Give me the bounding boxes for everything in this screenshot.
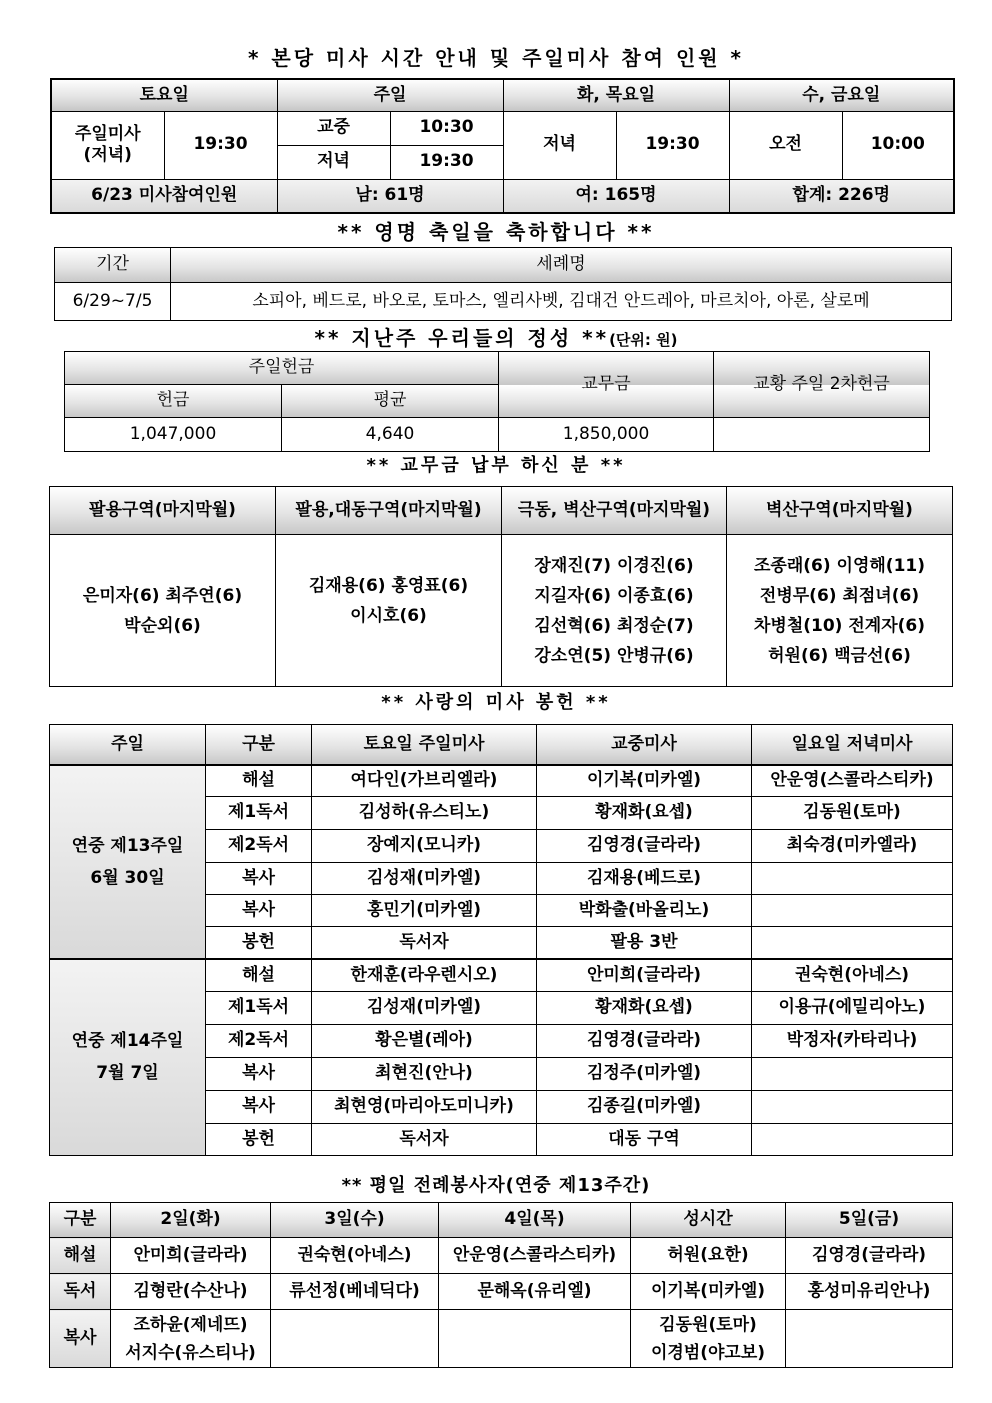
minister-cell: 여다인(가브리엘라) xyxy=(312,765,537,797)
donors-header-palyong: 팔용구역(마지막월) xyxy=(50,487,276,535)
offering-table xyxy=(64,351,930,452)
saturday-mass-time: 19:30 xyxy=(164,111,277,179)
minister-cell: 안미희(글라라) xyxy=(537,959,752,992)
minister-cell: 황은별(레아) xyxy=(312,1025,537,1058)
role-cell: 제1독서 xyxy=(206,797,312,830)
tue-thu-time: 19:30 xyxy=(616,111,729,179)
love-mass-table xyxy=(49,724,953,1156)
minister-cell xyxy=(752,1091,953,1124)
love-mass-title: ** 사랑의 미사 봉헌 ** xyxy=(381,692,611,713)
role-cell: 해설 xyxy=(50,1238,111,1274)
minister-cell: 김정주(미카엘) xyxy=(537,1058,752,1091)
minister-cell: 최숙경(미카엘라) xyxy=(752,830,953,863)
role-cell: 복사 xyxy=(206,1091,312,1124)
weekday-table xyxy=(49,1202,953,1368)
weekday-header-holy-hour: 성시간 xyxy=(631,1203,786,1238)
minister-cell: 권숙현(아네스) xyxy=(752,959,953,992)
minister-cell: 김성재(미카엘) xyxy=(312,992,537,1025)
minister-cell: 황재화(요셉) xyxy=(537,797,752,830)
week-name: 연중 제13주일 xyxy=(71,835,184,856)
minister-cell xyxy=(752,1124,953,1156)
minister-cell: 안운영(스콜라스티카) xyxy=(439,1238,631,1274)
week-name: 연중 제14주일 xyxy=(71,1031,184,1052)
minister-line: 조하윤(제네뜨) xyxy=(133,1314,248,1335)
pope-offering-header: 교황 주일 2차헌금 xyxy=(714,352,930,418)
minister-cell: 안운영(스콜라스티카) xyxy=(752,765,953,797)
minister-cell xyxy=(752,927,953,959)
tue-thu-label: 저녁 xyxy=(503,111,616,179)
server-tue xyxy=(111,1310,271,1368)
donor-line: 김재용(6) 홍영표(6) xyxy=(308,575,469,596)
sunday-evening-label: 저녁 xyxy=(277,145,390,179)
minister-cell: 최현영(마리아도미니카) xyxy=(312,1091,537,1124)
offering-title-text: ** 지난주 우리들의 정성 ** xyxy=(314,326,610,350)
week-date: 6월 30일 xyxy=(90,867,165,888)
donors-col-geukdong-byeoksan xyxy=(502,535,727,687)
donors-col-palyong xyxy=(50,535,276,687)
week-14-label xyxy=(50,959,206,1156)
minister-cell xyxy=(752,895,953,927)
dues-header: 교무금 xyxy=(499,352,714,418)
pope-offering-value xyxy=(714,418,930,452)
love-mass-header-saturday: 토요일 주일미사 xyxy=(312,725,537,765)
minister-cell xyxy=(752,1058,953,1091)
role-cell: 해설 xyxy=(206,765,312,797)
offering-unit: (단위: 원) xyxy=(609,331,678,349)
role-cell: 제2독서 xyxy=(206,830,312,863)
role-cell: 독서 xyxy=(50,1274,111,1310)
minister-cell: 한재훈(라우렌시오) xyxy=(312,959,537,992)
donors-header-geukdong-byeoksan: 극동, 벽산구역(마지막월) xyxy=(502,487,727,535)
minister-cell: 독서자 xyxy=(312,1124,537,1156)
minister-cell: 김종길(미카엘) xyxy=(537,1091,752,1124)
average-header: 평균 xyxy=(282,385,499,418)
minister-cell: 안미희(글라라) xyxy=(111,1238,271,1274)
role-cell: 복사 xyxy=(206,863,312,895)
minister-cell: 김성재(미카엘) xyxy=(312,863,537,895)
minister-line: 서지수(유스티나) xyxy=(125,1342,256,1363)
minister-cell: 김성하(유스티노) xyxy=(312,797,537,830)
minister-cell: 류선정(베네딕다) xyxy=(271,1274,439,1310)
minister-cell: 김영경(글라라) xyxy=(537,830,752,863)
minister-cell: 독서자 xyxy=(312,927,537,959)
role-cell: 제1독서 xyxy=(206,992,312,1025)
minister-cell: 이기복(미카엘) xyxy=(537,765,752,797)
minister-cell: 최현진(안나) xyxy=(312,1058,537,1091)
cash-header: 헌금 xyxy=(65,385,282,418)
role-cell: 복사 xyxy=(206,1058,312,1091)
role-cell: 해설 xyxy=(206,959,312,992)
donor-line: 조종래(6) 이영해(11) xyxy=(753,555,925,576)
donor-line: 강소연(5) 안병규(6) xyxy=(534,645,694,666)
minister-cell: 팔용 3반 xyxy=(537,927,752,959)
wed-fri-time: 10:00 xyxy=(842,111,954,179)
donors-col-palyong-daedong xyxy=(276,535,502,687)
header-wed-fri: 수, 금요일 xyxy=(729,79,954,111)
minister-cell: 김형란(수산나) xyxy=(111,1274,271,1310)
attendance-male: 남: 61명 xyxy=(277,179,503,213)
donor-line: 은미자(6) 최주연(6) xyxy=(82,585,243,606)
minister-cell: 황재화(요셉) xyxy=(537,992,752,1025)
feast-period: 6/29~7/5 xyxy=(55,283,171,321)
minister-cell: 권숙현(아네스) xyxy=(271,1238,439,1274)
donors-col-byeoksan xyxy=(727,535,953,687)
minister-cell: 대동 구역 xyxy=(537,1124,752,1156)
feast-period-header: 기간 xyxy=(55,248,171,283)
minister-cell xyxy=(752,863,953,895)
minister-line: 김동원(토마) xyxy=(659,1314,757,1335)
minister-cell: 홍민기(미카엘) xyxy=(312,895,537,927)
love-mass-header-evening: 일요일 저녁미사 xyxy=(752,725,953,765)
weekday-header-fri: 5일(금) xyxy=(786,1203,953,1238)
donor-line: 김선혁(6) 최정순(7) xyxy=(534,615,694,636)
sunday-evening-time: 19:30 xyxy=(390,145,503,179)
server-wed xyxy=(271,1310,439,1368)
feast-names: 소피아, 베드로, 바오로, 토마스, 엘리사벳, 김대건 안드레아, 마르치아, 아론, 살로메 xyxy=(171,283,952,321)
saturday-mass-label-line1: 주일미사 xyxy=(74,123,141,144)
server-thu xyxy=(439,1310,631,1368)
saturday-mass-label-line2: (저녁) xyxy=(83,145,132,165)
donor-line: 지길자(6) 이종효(6) xyxy=(534,585,694,606)
mass-times-table xyxy=(50,78,955,214)
donor-line: 전병무(6) 최점녀(6) xyxy=(759,585,920,606)
donor-line: 허원(6) 백금선(6) xyxy=(768,645,911,666)
header-sunday: 주일 xyxy=(277,79,503,111)
feast-title: ** 영명 축일을 축하합니다 ** xyxy=(337,220,655,244)
cash-value: 1,047,000 xyxy=(65,418,282,452)
minister-line: 이경범(야고보) xyxy=(650,1342,766,1363)
header-tue-thu: 화, 목요일 xyxy=(503,79,729,111)
love-mass-header-sunday: 주일 xyxy=(50,725,206,765)
feast-names-header: 세례명 xyxy=(171,248,952,283)
minister-cell: 허원(요한) xyxy=(631,1238,786,1274)
donors-title: ** 교무금 납부 하신 분 ** xyxy=(366,455,626,476)
weekday-header-role: 구분 xyxy=(50,1203,111,1238)
donor-line: 장재진(7) 이경진(6) xyxy=(534,555,694,576)
sunday-main-time: 10:30 xyxy=(390,111,503,145)
minister-cell: 김동원(토마) xyxy=(752,797,953,830)
weekday-header-wed: 3일(수) xyxy=(271,1203,439,1238)
week-13-label xyxy=(50,765,206,959)
donor-line: 차병철(10) 전계자(6) xyxy=(753,615,925,636)
offering-title xyxy=(0,322,992,351)
weekday-header-thu: 4일(목) xyxy=(439,1203,631,1238)
donors-header-palyong-daedong: 팔용,대동구역(마지막월) xyxy=(276,487,502,535)
saturday-mass-label xyxy=(51,111,164,179)
server-fri xyxy=(786,1310,953,1368)
minister-cell: 장예지(모니카) xyxy=(312,830,537,863)
love-mass-header-role: 구분 xyxy=(206,725,312,765)
minister-cell: 박정자(카타리나) xyxy=(752,1025,953,1058)
minister-cell: 김재용(베드로) xyxy=(537,863,752,895)
attendance-label: 6/23 미사참여인원 xyxy=(51,179,277,213)
weekday-title: ** 평일 전례봉사자(연중 제13주간) xyxy=(341,1175,651,1196)
love-mass-header-main: 교중미사 xyxy=(537,725,752,765)
attendance-total: 합계: 226명 xyxy=(729,179,954,213)
minister-cell: 김영경(글라라) xyxy=(786,1238,953,1274)
wed-fri-label: 오전 xyxy=(729,111,842,179)
minister-cell: 이기복(미카엘) xyxy=(631,1274,786,1310)
minister-cell: 김영경(글라라) xyxy=(537,1025,752,1058)
weekday-header-tue: 2일(화) xyxy=(111,1203,271,1238)
donors-table xyxy=(49,486,953,687)
mass-times-title: * 본당 미사 시간 안내 및 주일미사 참여 인원 * xyxy=(247,46,745,70)
minister-cell: 문해옥(유리엘) xyxy=(439,1274,631,1310)
donor-line: 이시호(6) xyxy=(350,605,427,626)
feast-table xyxy=(54,247,952,321)
donors-header-byeoksan: 벽산구역(마지막월) xyxy=(727,487,953,535)
role-cell: 봉헌 xyxy=(206,927,312,959)
minister-cell: 홍성미유리안나) xyxy=(786,1274,953,1310)
sunday-offering-header: 주일헌금 xyxy=(65,352,499,385)
minister-cell: 박화출(바올리노) xyxy=(537,895,752,927)
week-date: 7월 7일 xyxy=(96,1063,159,1084)
server-holy-hour xyxy=(631,1310,786,1368)
role-cell: 복사 xyxy=(206,895,312,927)
attendance-female: 여: 165명 xyxy=(503,179,729,213)
role-cell: 복사 xyxy=(50,1310,111,1368)
donor-line: 박순외(6) xyxy=(124,615,201,636)
sunday-main-label: 교중 xyxy=(277,111,390,145)
role-cell: 봉헌 xyxy=(206,1124,312,1156)
header-saturday: 토요일 xyxy=(51,79,277,111)
dues-value: 1,850,000 xyxy=(499,418,714,452)
minister-cell: 이용규(에밀리아노) xyxy=(752,992,953,1025)
role-cell: 제2독서 xyxy=(206,1025,312,1058)
average-value: 4,640 xyxy=(282,418,499,452)
